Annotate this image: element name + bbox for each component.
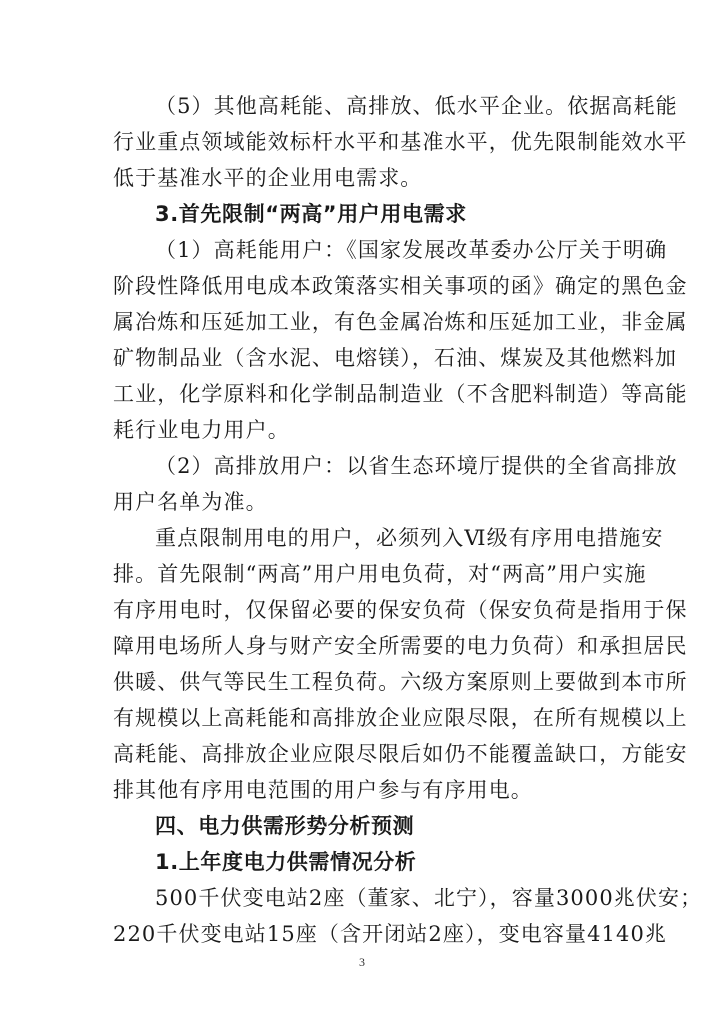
paragraph-line: （2）高排放用户：以省生态环境厅提供的全省高排放 — [155, 454, 678, 478]
paragraph-line: 行业重点领域能效标杆水平和基准水平，优先限制能效水平 — [113, 130, 688, 154]
subsection-heading: 1.上年度电力供需情况分析 — [155, 850, 417, 874]
paragraph-line: （5）其他高耗能、高排放、低水平企业。依据高耗能 — [155, 94, 678, 118]
page-number: 3 — [359, 955, 365, 969]
paragraph-line: 有序用电时，仅保留必要的保安负荷（保安负荷是指用于保 — [113, 598, 688, 622]
paragraph-line: 阶段性降低用电成本政策落实相关事项的函》确定的黑色金 — [113, 274, 688, 298]
paragraph-line: 重点限制用电的用户，必须列入Ⅵ级有序用电措施安 — [155, 526, 664, 550]
section-heading: 3.首先限制“两高”用户用电需求 — [155, 202, 467, 226]
paragraph-line: 220千伏变电站15座（含开闭站2座），变电容量4140兆 — [113, 922, 668, 946]
paragraph-line: 500千伏变电站2座（董家、北宁），容量3000兆伏安； — [155, 886, 703, 910]
paragraph-line: 供暖、供气等民生工程负荷。六级方案原则上要做到本市所 — [113, 670, 688, 694]
paragraph-line: 排。首先限制“两高”用户用电负荷，对“两高”用户实施 — [113, 562, 647, 586]
paragraph-line: 矿物制品业（含水泥、电熔镁），石油、煤炭及其他燃料加 — [113, 346, 678, 370]
paragraph-line: 有规模以上高耗能和高排放企业应限尽限，在所有规模以上 — [113, 706, 688, 730]
paragraph-line: 高耗能、高排放企业应限尽限后如仍不能覆盖缺口，方能安 — [113, 742, 688, 766]
paragraph-line: 用户名单为准。 — [113, 490, 268, 514]
paragraph-line: 属冶炼和压延加工业，有色金属冶炼和压延加工业，非金属 — [113, 310, 688, 334]
paragraph-line: 低于基准水平的企业用电需求。 — [113, 166, 423, 190]
paragraph-line: 工业，化学原料和化学制品制造业（不含肥料制造）等高能 — [113, 382, 688, 406]
paragraph-line: 耗行业电力用户。 — [113, 418, 290, 442]
paragraph-line: （1）高耗能用户：《国家发展改革委办公厅关于明确 — [155, 238, 668, 262]
paragraph-line: 排其他有序用电范围的用户参与有序用电。 — [113, 778, 533, 802]
paragraph-line: 障用电场所人身与财产安全所需要的电力负荷）和承担居民 — [113, 634, 688, 658]
section-heading: 四、电力供需形势分析预测 — [155, 814, 415, 838]
